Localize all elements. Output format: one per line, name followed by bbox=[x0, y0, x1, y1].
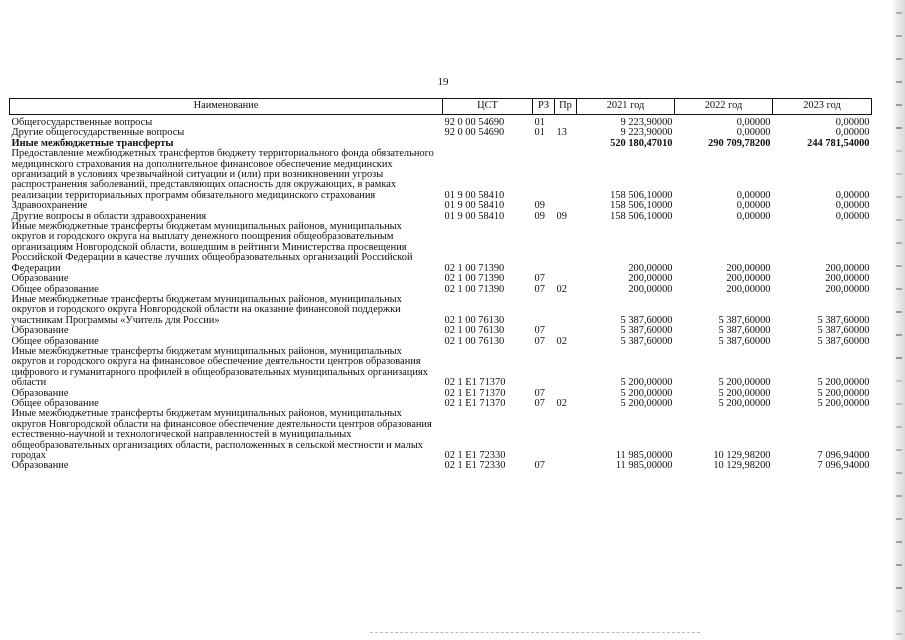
cell-pr bbox=[555, 461, 577, 471]
scan-mark bbox=[896, 495, 902, 497]
budget-table bbox=[9, 98, 872, 472]
cell-name: Образование bbox=[11, 460, 69, 472]
cell-2023: 5 200,00000 bbox=[817, 397, 870, 409]
cell-2023: 5 200,00000 bbox=[817, 387, 870, 399]
cell-2022: 10 129,98200 bbox=[713, 450, 771, 461]
cell-rz: 07 bbox=[534, 273, 545, 285]
cell-name: Предоставление межбюджетных трансфертов бюджету территориального фонда обязательного медицинского страхования на дополнительное финансовое обеспечение медицинских организаций в условиях чрезвычайной ситуации и (или) при возникновении угрозы распространения заболеваний, представляющих опасность для окружающих, в рамках реализации территориальных программ обязательного медицинского страхования bbox=[11, 148, 434, 201]
cell-code: 02 1 Е1 71370 bbox=[444, 397, 506, 409]
cell-2023: 200,00000 bbox=[825, 273, 870, 285]
scan-mark bbox=[896, 150, 902, 152]
table-row bbox=[10, 326, 872, 336]
cell-pr bbox=[555, 149, 577, 201]
header-name: Наименование bbox=[10, 99, 443, 115]
cell-2021: 5 200,00000 bbox=[620, 387, 673, 399]
cell-2022: 10 129,98200 bbox=[713, 460, 771, 472]
cell-pr: 13 bbox=[556, 127, 567, 139]
scan-mark bbox=[896, 334, 902, 336]
header-pr: Пр bbox=[555, 99, 577, 115]
cell-pr bbox=[555, 222, 577, 274]
page-number: 19 bbox=[437, 76, 449, 88]
cell-2023: 7 096,94000 bbox=[817, 450, 870, 461]
scan-mark bbox=[896, 242, 902, 244]
cell-2022: 5 200,00000 bbox=[718, 377, 771, 389]
cell-name: Иные межбюджетные трансферты бюджетам муниципальных районов, муниципальных округов и городского округа Новгородской области на оказание финансовой поддержки участникам Программы «Учитель для России» bbox=[11, 293, 402, 326]
header-2023: 2023 год bbox=[773, 99, 872, 115]
cell-2023: 7 096,94000 bbox=[817, 460, 870, 472]
scan-mark bbox=[896, 12, 902, 14]
cell-name: Общегосударственные вопросы bbox=[11, 117, 153, 128]
cell-2022: 5 387,60000 bbox=[718, 335, 771, 347]
table-header bbox=[10, 99, 872, 115]
cell-code: 92 0 00 54690 bbox=[444, 117, 505, 128]
scan-mark bbox=[896, 104, 902, 106]
scan-mark bbox=[896, 380, 902, 382]
scan-mark bbox=[896, 35, 902, 37]
cell-code: 02 1 00 71390 bbox=[444, 283, 505, 295]
cell-2023: 5 387,60000 bbox=[817, 335, 870, 347]
cell-code: 02 1 Е1 71370 bbox=[444, 377, 506, 389]
cell-2021: 11 985,00000 bbox=[615, 450, 673, 461]
scan-mark bbox=[896, 288, 902, 290]
table-row bbox=[10, 274, 872, 284]
scan-mark bbox=[896, 587, 902, 589]
cell-2023: 0,00000 bbox=[835, 189, 870, 201]
header-2021: 2021 год bbox=[577, 99, 675, 115]
cell-2021: 158 506,10000 bbox=[610, 189, 673, 201]
cell-code: 02 1 00 76130 bbox=[444, 314, 505, 326]
header-code: ЦСТ bbox=[443, 99, 533, 115]
cell-2022: 5 200,00000 bbox=[718, 397, 771, 409]
cell-2021: 5 387,60000 bbox=[620, 325, 673, 337]
cell-code: 02 1 00 76130 bbox=[444, 335, 505, 347]
cell-name: Общее образование bbox=[11, 283, 99, 295]
cell-2022: 200,00000 bbox=[726, 262, 771, 274]
cell-code: 02 1 00 76130 bbox=[444, 325, 505, 337]
cell-pr bbox=[555, 139, 577, 149]
cell-rz: 07 bbox=[534, 335, 545, 347]
table-body bbox=[10, 115, 872, 472]
header-row bbox=[10, 99, 872, 115]
cell-rz: 07 bbox=[534, 387, 545, 399]
cell-rz bbox=[533, 295, 555, 326]
cell-2023: 5 387,60000 bbox=[817, 314, 870, 326]
cell-2021: 5 387,60000 bbox=[620, 335, 673, 347]
cell-2023: 5 200,00000 bbox=[817, 377, 870, 389]
cell-2023: 0,00000 bbox=[835, 117, 870, 128]
cell-code: 01 9 00 58410 bbox=[444, 210, 505, 222]
table-row bbox=[10, 222, 872, 274]
cell-2022: 5 200,00000 bbox=[718, 387, 771, 399]
cell-name: Здравоохранение bbox=[11, 200, 88, 212]
cell-name: Общее образование bbox=[11, 397, 99, 409]
cell-pr bbox=[555, 409, 577, 461]
scan-mark bbox=[896, 518, 902, 520]
cell-2022: 200,00000 bbox=[726, 273, 771, 285]
cell-name: Общее образование bbox=[11, 335, 99, 347]
cell-2022: 5 387,60000 bbox=[718, 325, 771, 337]
cell-name: Образование bbox=[11, 325, 69, 337]
cell-code bbox=[443, 139, 533, 149]
scan-mark bbox=[896, 541, 902, 543]
cell-pr bbox=[555, 115, 577, 129]
scan-mark bbox=[896, 426, 902, 428]
cell-2022: 5 387,60000 bbox=[718, 314, 771, 326]
cell-2023: 244 781,54000 bbox=[807, 137, 870, 149]
cell-2023: 200,00000 bbox=[825, 283, 870, 295]
cell-2022: 0,00000 bbox=[736, 210, 771, 222]
cell-name: Другие общегосударственные вопросы bbox=[11, 127, 185, 139]
cell-2021: 200,00000 bbox=[628, 273, 673, 285]
cell-rz bbox=[533, 222, 555, 274]
header-rz: РЗ bbox=[533, 99, 555, 115]
cell-2021: 5 387,60000 bbox=[620, 314, 673, 326]
cell-name: Образование bbox=[11, 387, 69, 399]
cell-name: Иные межбюджетные трансферты bbox=[11, 137, 174, 149]
cell-2021: 5 200,00000 bbox=[620, 377, 673, 389]
cell-2023: 200,00000 bbox=[825, 262, 870, 274]
cell-rz bbox=[533, 139, 555, 149]
table-row bbox=[10, 295, 872, 326]
cell-2021: 11 985,00000 bbox=[615, 460, 673, 472]
cell-name: Иные межбюджетные трансферты бюджетам муниципальных районов, муниципальных округов и городского округа на выплату денежного поощрения общеобразовательным организациям Новгородской области, вошедшим в рейтинги Министерства просвещения Российской Федерации в качестве лучших общеобразовательных организаций Российской Федерации bbox=[11, 221, 413, 274]
table-row bbox=[10, 409, 872, 461]
cell-2022: 0,00000 bbox=[736, 200, 771, 212]
cell-pr: 02 bbox=[556, 283, 567, 295]
table-row bbox=[10, 347, 872, 389]
cell-2021: 200,00000 bbox=[628, 262, 673, 274]
cell-2021: 5 200,00000 bbox=[620, 397, 673, 409]
cell-rz bbox=[533, 149, 555, 201]
cell-rz: 01 bbox=[534, 117, 545, 128]
cell-rz: 07 bbox=[534, 325, 545, 337]
cell-pr: 02 bbox=[556, 397, 567, 409]
cell-pr bbox=[555, 295, 577, 326]
scan-mark bbox=[896, 58, 902, 60]
cell-2021: 158 506,10000 bbox=[610, 210, 673, 222]
cell-name: Иные межбюджетные трансферты бюджетам муниципальных районов, муниципальных округов и городского округа на финансовое обеспечение деятельности центров образования цифрового и гуманитарного профилей в общеобразовательных муниципальных организациях области bbox=[11, 345, 428, 389]
cell-2022: 0,00000 bbox=[736, 117, 771, 128]
header-2022: 2022 год bbox=[675, 99, 773, 115]
cell-pr: 02 bbox=[556, 335, 567, 347]
scan-mark bbox=[896, 173, 902, 175]
cell-2021: 158 506,10000 bbox=[610, 200, 673, 212]
scan-mark bbox=[896, 311, 902, 313]
cell-pr: 09 bbox=[556, 210, 567, 222]
scan-mark bbox=[896, 610, 902, 612]
scan-mark bbox=[896, 633, 902, 635]
cell-code: 01 9 00 58410 bbox=[444, 200, 505, 212]
cell-code: 02 1 Е1 71370 bbox=[444, 387, 506, 399]
cell-rz bbox=[533, 347, 555, 389]
cell-2023: 0,00000 bbox=[835, 200, 870, 212]
cell-rz: 07 bbox=[534, 397, 545, 409]
scan-mark bbox=[896, 265, 902, 267]
table-row bbox=[10, 461, 872, 471]
cell-2021: 520 180,47010 bbox=[610, 137, 673, 149]
cell-code: 02 1 Е1 72330 bbox=[444, 460, 506, 472]
cell-rz: 09 bbox=[534, 210, 545, 222]
cell-name: Другие вопросы в области здравоохранения bbox=[11, 210, 207, 222]
cell-2021: 200,00000 bbox=[628, 283, 673, 295]
cell-2022: 290 709,78200 bbox=[708, 137, 771, 149]
cell-rz bbox=[533, 409, 555, 461]
cell-name: Образование bbox=[11, 273, 69, 285]
cell-code: 02 1 00 71390 bbox=[444, 262, 505, 274]
scan-mark bbox=[896, 449, 902, 451]
cell-pr bbox=[555, 326, 577, 336]
scan-edge-shadow bbox=[891, 0, 905, 640]
cell-2023: 5 387,60000 bbox=[817, 325, 870, 337]
cell-rz: 09 bbox=[534, 200, 545, 212]
scan-mark bbox=[896, 403, 902, 405]
cell-code: 92 0 00 54690 bbox=[444, 127, 505, 139]
scan-mark bbox=[896, 196, 902, 198]
cell-pr bbox=[555, 274, 577, 284]
cell-rz: 07 bbox=[534, 283, 545, 295]
scan-mark bbox=[896, 81, 902, 83]
cell-2023: 0,00000 bbox=[835, 210, 870, 222]
cell-name: Иные межбюджетные трансферты бюджетам муниципальных районов, муниципальных округов Новгородской области на финансовое обеспечение деятельности центров образования естественно-научной и технологической направленностей в муниципальных общеобразовательных организациях области, расположенных в сельской местности и малых городах bbox=[11, 408, 432, 461]
table-row bbox=[10, 149, 872, 201]
cell-code: 02 1 Е1 72330 bbox=[444, 450, 506, 461]
scan-bottom-artifact bbox=[370, 632, 700, 634]
cell-code: 02 1 00 71390 bbox=[444, 273, 505, 285]
cell-2022: 0,00000 bbox=[736, 189, 771, 201]
cell-2022: 200,00000 bbox=[726, 283, 771, 295]
cell-rz: 07 bbox=[534, 460, 545, 472]
scan-mark bbox=[896, 472, 902, 474]
cell-2021: 9 223,90000 bbox=[620, 117, 673, 128]
scan-mark bbox=[896, 357, 902, 359]
cell-rz: 01 bbox=[534, 127, 545, 139]
cell-pr bbox=[555, 347, 577, 389]
cell-2022: 0,00000 bbox=[736, 127, 771, 139]
scan-mark bbox=[896, 219, 902, 221]
cell-code: 01 9 00 58410 bbox=[444, 189, 505, 201]
scan-mark bbox=[896, 564, 902, 566]
scan-mark bbox=[896, 127, 902, 129]
cell-2023: 0,00000 bbox=[835, 127, 870, 139]
cell-2021: 9 223,90000 bbox=[620, 127, 673, 139]
table-row bbox=[10, 115, 872, 129]
